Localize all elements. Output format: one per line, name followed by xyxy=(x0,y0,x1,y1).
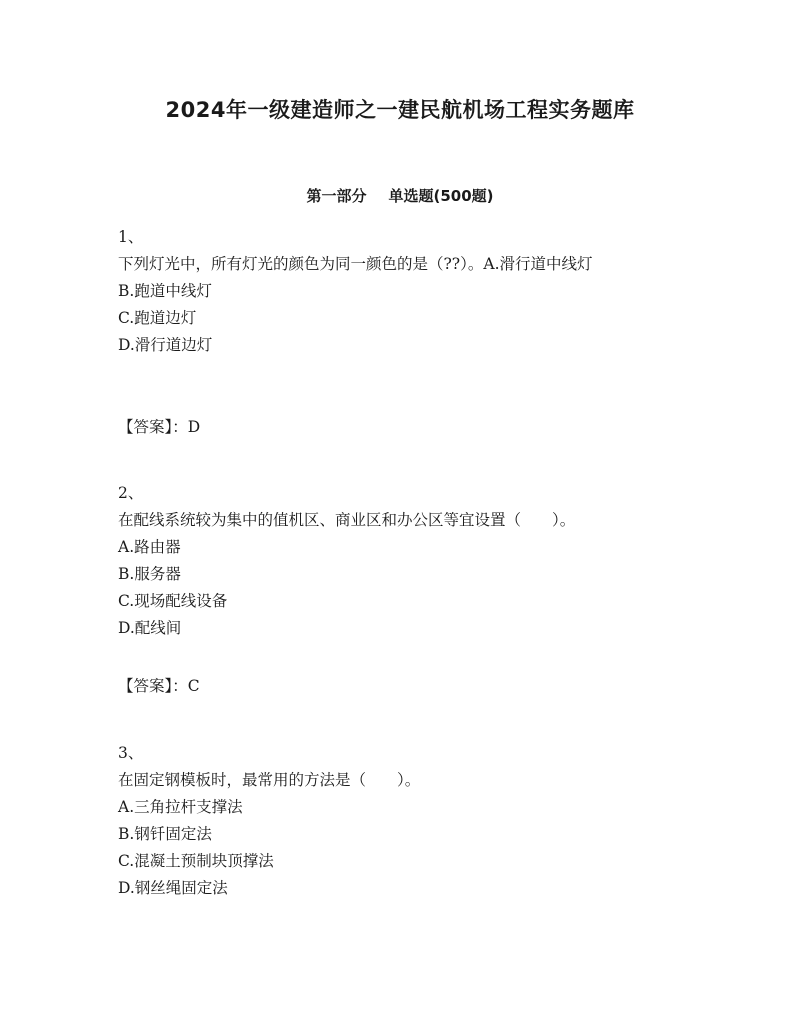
question-stem: 下列灯光中，所有灯光的颜色为同一颜色的是（??）。A.滑行道中线灯 xyxy=(118,255,593,273)
question-option: C.跑道边灯 xyxy=(118,309,197,327)
document-title: 2024年一级建造师之一建民航机场工程实务题库 xyxy=(165,98,635,122)
question-option: A.三角拉杆支撑法 xyxy=(118,798,243,816)
section-heading xyxy=(0,185,800,206)
question-option: C.现场配线设备 xyxy=(118,592,228,610)
answer-label: 【答案】： xyxy=(118,677,188,695)
question-option: D.配线间 xyxy=(118,619,182,637)
question-3 xyxy=(118,740,678,902)
question-option: D.滑行道边灯 xyxy=(118,336,213,354)
question-number: 1、 xyxy=(118,228,144,246)
question-option: D.钢丝绳固定法 xyxy=(118,879,228,897)
question-option: B.钢钎固定法 xyxy=(118,825,212,843)
answer-value: C xyxy=(187,677,200,695)
question-number: 3、 xyxy=(118,744,144,762)
answer-value: D xyxy=(187,418,201,436)
section-part: 第一部分 xyxy=(306,187,367,205)
question-2 xyxy=(118,480,678,642)
question-option: A.路由器 xyxy=(118,538,181,556)
answer-label: 【答案】： xyxy=(118,418,188,436)
question-number: 2、 xyxy=(118,484,144,502)
question-1 xyxy=(118,224,678,359)
question-stem: 在配线系统较为集中的值机区、商业区和办公区等宜设置（ ）。 xyxy=(118,511,576,529)
question-option: C.混凝土预制块顶撑法 xyxy=(118,852,274,870)
question-stem: 在固定钢模板时，最常用的方法是（ ）。 xyxy=(118,771,421,789)
answer-2 xyxy=(118,673,200,700)
section-name: 单选题(500题) xyxy=(388,187,494,205)
question-option: B.跑道中线灯 xyxy=(118,282,212,300)
answer-1 xyxy=(118,414,200,441)
question-option: B.服务器 xyxy=(118,565,181,583)
